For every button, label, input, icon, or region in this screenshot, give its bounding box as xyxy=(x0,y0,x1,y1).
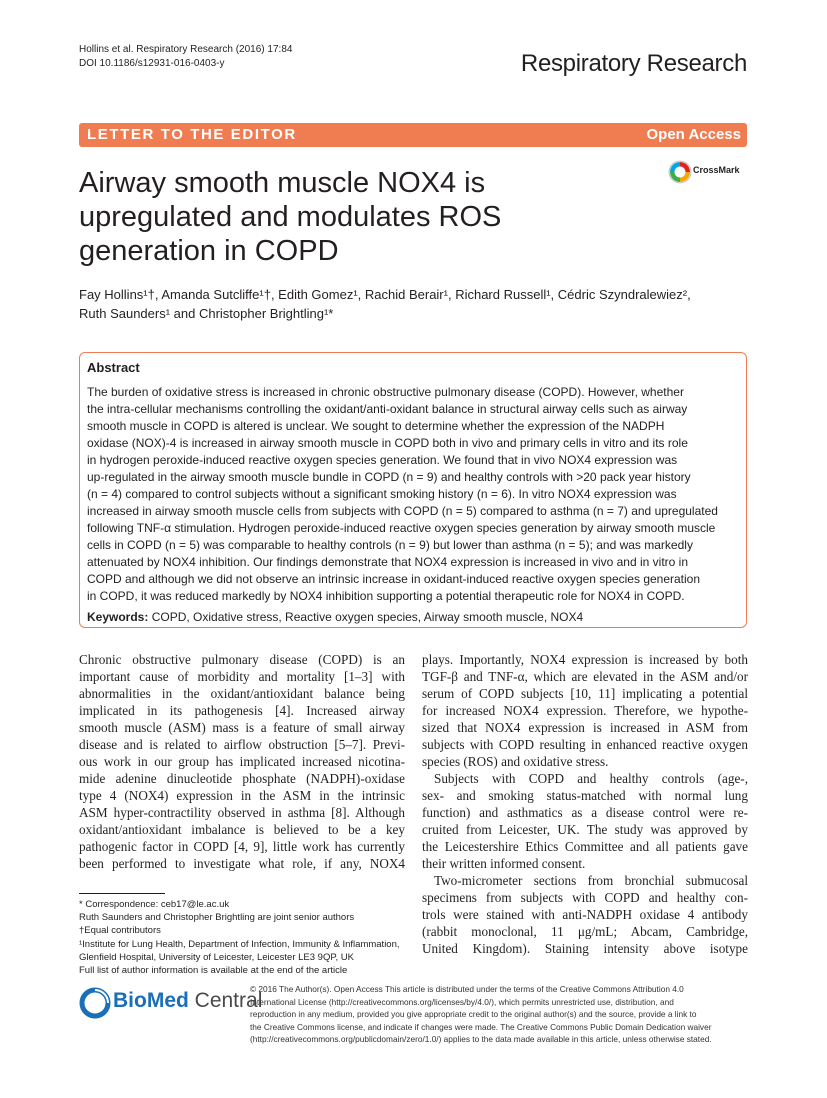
body-line: United Kingdom). Staining intensity above isotype xyxy=(422,941,748,956)
body-line: cruited from Leicester, UK. The study was approved by xyxy=(422,822,748,837)
abstract-line: COPD and although we did not observe an intrinsic increase in oxidant-induced reactive oxygen species generation xyxy=(87,572,701,586)
body-line: Chronic obstructive pulmonary disease (COPD) is an xyxy=(79,652,405,667)
footnote: Full list of author information is available at the end of the article xyxy=(79,965,348,977)
title-line: Airway smooth muscle NOX4 is xyxy=(79,167,486,199)
title-line: generation in COPD xyxy=(79,235,339,267)
body-line: their written informed consent. xyxy=(422,856,586,871)
abstract-line: (n = 4) compared to control subjects without a significant smoking history (n = 6). In vitro NOX4 expression was xyxy=(87,487,677,501)
author-list xyxy=(79,285,749,323)
license-line: (http://creativecommons.org/publicdomain/zero/1.0/) applies to the data made available in this article, unless otherwise stated. xyxy=(250,1034,712,1045)
body-line: been performed to investigate what role, if any, NOX4 xyxy=(79,856,405,871)
open-access-label: Open Access xyxy=(646,126,741,143)
journal-name: Respiratory Research xyxy=(520,50,747,77)
abstract-text xyxy=(87,384,741,605)
biomed-central-logo-icon xyxy=(79,987,111,1019)
body-column-left xyxy=(79,651,405,872)
body-line: function) and asthmatics as a disease control were re- xyxy=(422,805,748,820)
title-line: upregulated and modulates ROS xyxy=(79,201,502,233)
license-line: © 2016 The Author(s). Open Access This article is distributed under the terms of the Creative Commons Attribution 4.0 xyxy=(250,984,684,994)
body-line: type 4 (NOX4) expression in the ASM in the intrinsic xyxy=(79,788,405,803)
body-line: for increased NOX4 expression. Therefore, we hypothe- xyxy=(422,703,748,718)
article-type-label: LETTER TO THE EDITOR xyxy=(87,126,297,143)
affiliation: ¹Institute for Lung Health, Department of Infection, Immunity & Inflammation, xyxy=(79,938,400,950)
body-line: Two-micrometer sections from bronchial submucosal xyxy=(434,873,748,888)
body-line: (rabbit monoclonal, 11 μg/mL; Abcam, Cambridge, xyxy=(422,924,748,939)
abstract-line: up-regulated in the airway smooth muscle bundle in COPD (n = 9) and healthy controls with >20 pack year history xyxy=(87,470,691,484)
abstract-line: attenuated by NOX4 inhibition. Our findings demonstrate that NOX4 expression is increased in vivo and in vitro in xyxy=(87,555,688,569)
body-line: disease and is related to airflow obstruction [5–7]. Previ- xyxy=(79,737,405,752)
footnotes xyxy=(79,898,409,977)
article-type-banner xyxy=(79,123,747,147)
body-line: abnormalities in the oxidant/antioxidant balance being xyxy=(79,686,405,701)
abstract-line: the intra-cellular mechanisms controlling the oxidant/anti-oxidant balance in structural airway cells such as airway xyxy=(87,402,688,416)
footnote-divider xyxy=(79,893,165,894)
body-line: trols were stained with anti-NADPH oxidase 4 antibody xyxy=(422,907,748,922)
body-line: ASM hyper-contractility observed in asthma [8]. Although xyxy=(79,805,405,820)
body-line: important cause of morbidity and mortality [1–3] with xyxy=(79,669,405,684)
publisher-logo[interactable] xyxy=(79,985,263,1021)
body-line: oxidant/antioxidant imbalance is believed to be a key xyxy=(79,822,405,837)
license-text xyxy=(250,983,750,1046)
body-line: serum of COPD subjects [10, 11] implicating a potential xyxy=(422,686,748,701)
crossmark-icon xyxy=(668,160,692,184)
abstract-line: cells in COPD (n = 5) was comparable to healthy controls (n = 9) but lower than asthma (n = 5); and was markedly xyxy=(87,538,693,552)
body-line: sex- and smoking status-matched with normal lung xyxy=(422,788,748,803)
license-line: International License (http://creativecommons.org/licenses/by/4.0/), which permits unrestricted use, distribution, and xyxy=(250,996,674,1007)
keywords xyxy=(87,610,583,624)
body-line: species (ROS) and oxidative stress. xyxy=(422,754,609,769)
body-line: pathogenic factor in COPD [4, 9], little work has currently xyxy=(79,839,405,854)
article-title xyxy=(79,166,599,268)
abstract-heading: Abstract xyxy=(87,360,140,375)
abstract-line: The burden of oxidative stress is increased in chronic obstructive pulmonary disease (COPD). However, whether xyxy=(87,385,684,399)
license-line: the Creative Commons license, and indicate if changes were made. The Creative Commons Public Domain Dedication waiver xyxy=(250,1021,712,1032)
citation-line: Hollins et al. Respiratory Research (2016) 17:84 xyxy=(79,44,293,55)
keywords-list: COPD, Oxidative stress, Reactive oxygen species, Airway smooth muscle, NOX4 xyxy=(148,610,584,624)
body-line: TGF-β and TNF-α, which are elevated in the ASM and/or xyxy=(422,669,748,684)
logo-bold-text: BioMed xyxy=(113,989,189,1012)
body-line: smooth muscle (ASM) mass is a feature of small airway xyxy=(79,720,405,735)
body-line: ous work in our group has implicated increased nicotina- xyxy=(79,754,405,769)
logo-rest-text: Central xyxy=(188,989,263,1012)
abstract-line: smooth muscle in COPD is altered is unclear. We sought to determine whether the expression of the NADPH xyxy=(87,419,665,433)
body-line: subjects with COPD resulting in enhanced reactive oxygen xyxy=(422,737,748,752)
abstract-line: in hydrogen peroxide-induced reactive oxygen species generation. We found that in vivo NOX4 expression was xyxy=(87,453,678,467)
abstract-line: following TNF-α stimulation. Hydrogen peroxide-induced reactive oxygen species generation by airway smooth muscle xyxy=(87,521,716,535)
footnote: †Equal contributors xyxy=(79,925,161,937)
body-line: plays. Importantly, NOX4 expression is increased by both xyxy=(422,652,748,667)
abstract-line: oxidase (NOX)-4 is increased in airway smooth muscle in COPD both in vivo and primary cells in vitro and its role xyxy=(87,436,688,450)
keywords-label: Keywords: xyxy=(87,610,149,624)
author-line: Ruth Saunders¹ and Christopher Brightling¹* xyxy=(79,306,334,321)
crossmark-badge[interactable] xyxy=(668,158,758,186)
footnote: Ruth Saunders and Christopher Brightling are joint senior authors xyxy=(79,912,355,924)
doi-line: DOI 10.1186/s12931-016-0403-y xyxy=(79,58,225,69)
correspondence-email[interactable]: * Correspondence: ceb17@le.ac.uk xyxy=(79,899,230,910)
affiliation: Glenfield Hospital, University of Leicester, Leicester LE3 9QP, UK xyxy=(79,951,354,963)
crossmark-label: CrossMark xyxy=(693,165,740,175)
body-line: sized that NOX4 expression is increased in ASM from xyxy=(422,720,748,735)
body-line: mide adenine dinucleotide phosphate (NADPH)-oxidase xyxy=(79,771,405,786)
body-line: the Leicestershire Ethics Committee and all patients gave xyxy=(422,839,748,854)
body-column-right xyxy=(422,651,748,957)
body-line: Subjects with COPD and healthy controls (age-, xyxy=(434,771,748,786)
abstract-line: increased in airway smooth muscle cells from subjects with COPD (n = 5) compared to asthma (n = 7) and upregulated xyxy=(87,504,718,518)
author-line: Fay Hollins¹†, Amanda Sutcliffe¹†, Edith Gomez¹, Rachid Berair¹, Richard Russell¹, Cédric Szyndralewiez², xyxy=(79,287,691,302)
abstract-line: in COPD, it was reduced markedly by NOX4 inhibition supporting a potential therapeutic role for NOX4 in COPD. xyxy=(87,589,685,603)
body-line: specimens from subjects with COPD and healthy con- xyxy=(422,890,748,905)
license-line: reproduction in any medium, provided you give appropriate credit to the original author(s) and the source, provide a link to xyxy=(250,1009,697,1020)
body-line: implicated in its pathogenesis [4]. Increased airway xyxy=(79,703,405,718)
